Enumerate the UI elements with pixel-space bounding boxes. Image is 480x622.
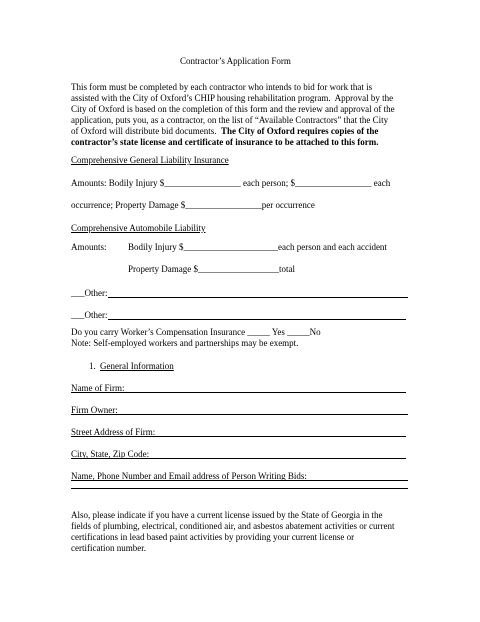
intro-requirement-bold: contractor’s state license and certificate of insurance to be attached to this form. — [71, 137, 379, 147]
contact-person-input-line[interactable] — [71, 480, 408, 481]
form-title: Contractor’s Application Form — [180, 56, 291, 66]
section-title: General Information — [100, 361, 174, 371]
other-input-line[interactable] — [108, 319, 406, 320]
intro-line: application, puts you, as a contractor, on the list of “Available Contractors” that the City — [71, 115, 389, 125]
auto-property-damage-line[interactable]: Property Damage $__________________total — [128, 264, 295, 274]
intro-line: This form must be completed by each contractor who intends to bid for work that is — [71, 82, 373, 92]
intro-line: assisted with the City of Oxford’s CHIP housing rehabilitation program. Approval by the — [71, 93, 394, 103]
firm-name-input-line[interactable] — [71, 392, 406, 393]
license-line: fields of plumbing, electrical, conditioned air, and asbestos abatement activities or current — [71, 521, 395, 531]
intro-requirement-bold: The City of Oxford requires copies of the — [220, 126, 379, 136]
firm-name-label: Name of Firm: — [71, 383, 125, 393]
contact-person-label: Name, Phone Number and Email address of Person Writing Bids: — [71, 471, 307, 481]
other-input-line[interactable] — [108, 297, 408, 298]
cgl-occurrence-line[interactable]: occurrence; Property Damage $_________________per occurrence — [71, 200, 315, 210]
cgl-heading: Comprehensive General Liability Insurance — [71, 155, 229, 165]
contact-person-input-line-2[interactable] — [71, 488, 408, 489]
firm-owner-input-line[interactable] — [71, 414, 408, 415]
section-number: 1. — [89, 361, 96, 371]
city-state-zip-input-line[interactable] — [71, 458, 406, 459]
auto-heading: Comprehensive Automobile Liability — [71, 223, 206, 233]
street-address-input-line[interactable] — [71, 436, 406, 437]
intro-line: City of Oxford is based on the completion of this form and the review and approval of the — [71, 104, 395, 114]
other-label: ___Other: — [71, 310, 108, 320]
firm-owner-label: Firm Owner: — [71, 405, 118, 415]
intro-text: of Oxford will distribute bid documents. — [71, 126, 221, 136]
workers-comp-question[interactable]: Do you carry Worker’s Compensation Insurance _____ Yes _____No — [71, 327, 321, 337]
city-state-zip-label: City, State, Zip Code: — [71, 449, 150, 459]
exemption-note: Note: Self-employed workers and partnerships may be exempt. — [71, 338, 299, 348]
cgl-amounts-line[interactable]: Amounts: Bodily Injury $_________________ each person; $_________________ each — [71, 178, 391, 188]
street-address-label: Street Address of Firm: — [71, 427, 156, 437]
auto-bodily-injury-line[interactable]: Bodily Injury $_____________________each person and each accident — [128, 242, 387, 252]
intro-line — [71, 126, 378, 137]
license-line: Also, please indicate if you have a current license issued by the State of Georgia in the — [71, 510, 383, 520]
license-line: certification number. — [71, 543, 146, 553]
auto-amounts-label: Amounts: — [71, 242, 107, 252]
other-label: ___Other: — [71, 288, 110, 298]
license-line: certifications in lead based paint activities by providing your current license or — [71, 532, 355, 542]
